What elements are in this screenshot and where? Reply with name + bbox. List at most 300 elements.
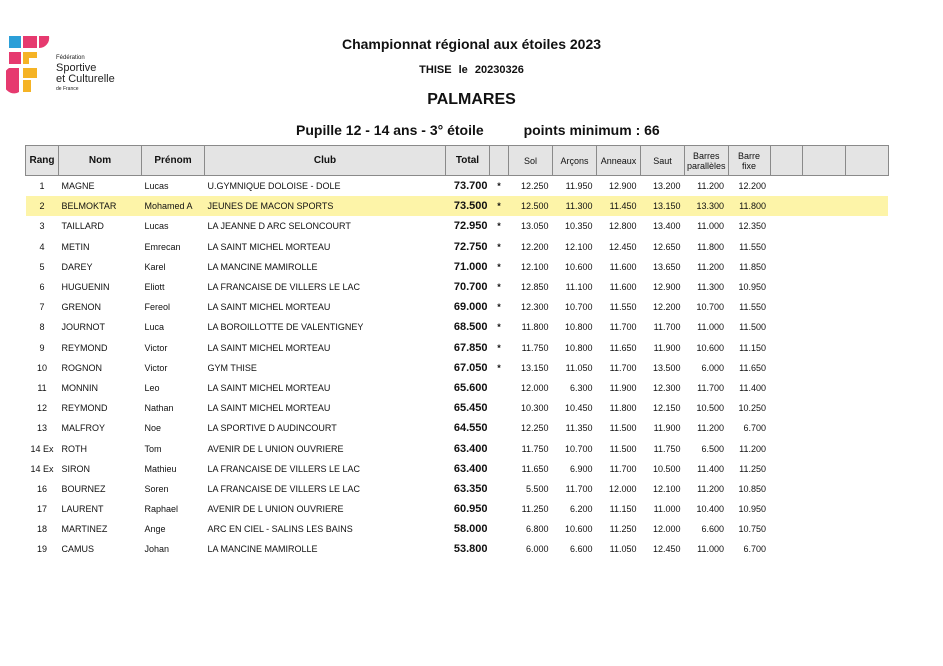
cell-empty (845, 418, 888, 438)
cell-empty (845, 237, 888, 257)
cell-saut: 11.900 (653, 423, 681, 434)
cell-arcons: 11.700 (565, 483, 593, 494)
cell-arcons: 11.050 (565, 362, 593, 373)
cell-empty (770, 317, 802, 337)
cell-barre-fixe: 10.950 (738, 504, 767, 515)
col-empty-3 (845, 146, 888, 176)
logo-line-4: de France (56, 86, 79, 92)
cell-sol: 12.200 (520, 241, 549, 252)
cell-saut: 11.900 (653, 342, 681, 353)
cell-total: 73.500 (446, 196, 490, 216)
cell-sol: 13.150 (520, 362, 549, 373)
cell-arcons: 11.350 (565, 423, 593, 434)
table-row (26, 358, 889, 378)
cell-empty (845, 338, 888, 358)
col-prenom: Prénom (142, 146, 205, 176)
logo-line-2: Sportive (56, 62, 97, 74)
cell-rang: 16 (36, 483, 47, 494)
cell-empty (845, 398, 888, 418)
table-row (26, 338, 889, 358)
cell-total: 73.700 (453, 180, 488, 193)
cell-arcons: 10.600 (564, 524, 593, 535)
cell-barre-fixe: 10.750 (738, 524, 767, 535)
cell-nom: METIN (61, 241, 90, 252)
cell-empty (845, 499, 888, 519)
cell-arcons: 11.300 (553, 196, 597, 216)
table-row (26, 499, 889, 519)
cell-empty (770, 216, 802, 236)
cell-nom: CAMUS (61, 544, 95, 555)
cell-sol: 11.750 (521, 342, 549, 353)
cell-arcons: 10.800 (564, 342, 593, 353)
cell-sol: 11.800 (521, 322, 549, 333)
cell-rang: 1 (39, 181, 45, 192)
cell-club: GYM THISE (207, 362, 257, 373)
col-barres-1: Barres (693, 150, 720, 161)
cell-saut: 11.700 (653, 322, 681, 333)
cell-empty (770, 499, 802, 519)
cell-club: LA FRANCAISE DE VILLERS LE LAC (207, 463, 361, 474)
cell-club: LA SAINT MICHEL MORTEAU (207, 382, 331, 393)
cell-sol: 6.800 (525, 524, 549, 535)
cell-rang: 14 Ex (30, 463, 54, 474)
cell-anneaux: 12.000 (608, 483, 637, 494)
cell-barre-fixe: 11.400 (739, 382, 767, 393)
cell-empty (845, 479, 888, 499)
cell-anneaux: 12.450 (608, 241, 637, 252)
cell-barres: 11.700 (697, 382, 725, 393)
cell-empty (802, 479, 845, 499)
cell-arcons: 10.450 (564, 403, 593, 414)
cell-empty (770, 459, 802, 479)
cell-rang: 12 (36, 403, 47, 414)
cell-star: * (490, 196, 509, 216)
cell-empty (845, 539, 888, 559)
cell-barres: 6.500 (701, 443, 725, 454)
cell-sol: 11.650 (521, 463, 549, 474)
minimum-points: points minimum : 66 (523, 122, 660, 138)
cell-star (490, 459, 509, 479)
cell-empty (802, 317, 845, 337)
cell-barres: 10.600 (696, 342, 725, 353)
col-sol: Sol (509, 146, 553, 176)
cell-anneaux: 11.550 (609, 302, 637, 313)
cell-saut: 12.000 (652, 524, 681, 535)
cell-nom: MALFROY (61, 423, 106, 434)
col-club: Club (205, 146, 446, 176)
cell-sol: 13.050 (520, 221, 549, 232)
cell-empty (770, 338, 802, 358)
cell-club: LA FRANCAISE DE VILLERS LE LAC (207, 483, 361, 494)
cell-club: LA BOROILLOTTE DE VALENTIGNEY (207, 322, 364, 333)
cell-barres: 11.300 (697, 282, 725, 293)
le-word: le (458, 64, 468, 76)
cell-barre-fixe: 11.250 (739, 463, 767, 474)
table-row (26, 257, 889, 277)
cell-total: 64.550 (453, 422, 488, 435)
cell-saut: 10.500 (652, 463, 681, 474)
cell-empty (770, 237, 802, 257)
place: THISE (419, 64, 452, 76)
cell-anneaux: 11.700 (609, 322, 637, 333)
cell-saut: 13.500 (652, 362, 681, 373)
cell-rang: 9 (39, 342, 45, 353)
cell-prenom: Lucas (144, 181, 169, 192)
col-star (490, 146, 509, 176)
cell-empty (845, 196, 888, 216)
cell-empty (845, 216, 888, 236)
cell-anneaux: 11.600 (609, 261, 637, 272)
cell-rang: 13 (36, 423, 47, 434)
cell-star: * (497, 181, 501, 192)
cell-prenom: Nathan (144, 403, 174, 414)
cell-empty (770, 438, 802, 458)
cell-barres: 10.500 (696, 403, 725, 414)
cell-empty (845, 176, 888, 197)
cell-prenom: Leo (144, 382, 160, 393)
cell-barre-fixe: 6.700 (743, 544, 767, 555)
cell-nom: SIRON (61, 463, 91, 474)
cell-rang: 6 (39, 282, 45, 293)
cell-rang: 2 (26, 196, 59, 216)
col-empty-2 (802, 146, 845, 176)
cell-anneaux: 11.800 (609, 403, 637, 414)
cell-arcons: 6.900 (569, 463, 593, 474)
cell-star (490, 519, 509, 539)
cell-club: LA JEANNE D ARC SELONCOURT (207, 221, 351, 232)
cell-empty (845, 438, 888, 458)
cell-prenom: Noe (144, 423, 162, 434)
cell-empty (845, 317, 888, 337)
cell-empty (802, 519, 845, 539)
cell-saut: 12.300 (652, 382, 681, 393)
cell-empty (802, 438, 845, 458)
cell-barres: 11.200 (697, 181, 725, 192)
cell-anneaux: 11.900 (609, 382, 637, 393)
cell-barre-fixe: 10.250 (738, 403, 767, 414)
cell-club: LA FRANCAISE DE VILLERS LE LAC (207, 282, 361, 293)
cell-prenom: Fereol (144, 302, 171, 313)
cell-total: 68.500 (453, 321, 488, 334)
cell-anneaux: 11.700 (609, 463, 637, 474)
results-table (25, 145, 889, 560)
cell-barre-fixe: 12.350 (738, 221, 767, 232)
cell-star: * (497, 302, 501, 313)
cell-total: 72.750 (453, 240, 488, 253)
cell-club: LA SAINT MICHEL MORTEAU (207, 342, 331, 353)
cell-total: 70.700 (453, 281, 488, 294)
cell-saut: 13.650 (652, 261, 681, 272)
cell-arcons: 6.600 (569, 544, 593, 555)
cell-empty (802, 216, 845, 236)
cell-nom: LAURENT (61, 504, 104, 515)
cell-barre-fixe: 11.800 (728, 196, 770, 216)
cell-barres: 11.000 (697, 221, 725, 232)
cell-total: 65.450 (453, 402, 488, 415)
table-row (26, 459, 889, 479)
cell-arcons: 10.600 (564, 261, 593, 272)
cell-star (490, 418, 509, 438)
cell-barre-fixe: 11.550 (739, 302, 767, 313)
cell-empty (845, 358, 888, 378)
col-barres-2: parallèles (687, 160, 726, 171)
cell-empty (802, 378, 845, 398)
cell-barre-fixe: 10.850 (738, 483, 767, 494)
cell-arcons: 6.300 (569, 382, 593, 393)
cell-nom: BELMOKTAR (59, 196, 142, 216)
cell-barres: 6.000 (701, 362, 725, 373)
cell-prenom: Luca (144, 322, 165, 333)
cell-nom: REYMOND (61, 342, 108, 353)
cell-star (490, 378, 509, 398)
cell-total: 58.000 (453, 523, 488, 536)
cell-club: LA SAINT MICHEL MORTEAU (207, 302, 331, 313)
cell-barres: 6.600 (701, 524, 725, 535)
cell-sol: 12.000 (520, 382, 549, 393)
cell-sol: 12.250 (520, 423, 549, 434)
col-empty-1 (770, 146, 802, 176)
cell-barre-fixe: 10.950 (738, 282, 767, 293)
cell-barres: 10.400 (696, 504, 725, 515)
cell-total: 63.400 (453, 462, 488, 475)
cell-prenom: Ange (144, 524, 166, 535)
cell-saut: 11.000 (653, 504, 681, 515)
cell-saut: 13.150 (641, 196, 685, 216)
cell-sol: 12.250 (520, 181, 549, 192)
cell-empty (770, 257, 802, 277)
cell-arcons: 10.700 (564, 443, 593, 454)
cell-rang: 18 (36, 524, 47, 535)
cell-barre-fixe: 11.200 (739, 443, 767, 454)
cell-empty (802, 297, 845, 317)
cell-star: * (497, 221, 501, 232)
cell-prenom: Mohamed A (142, 196, 205, 216)
cell-arcons: 11.950 (565, 181, 593, 192)
cell-arcons: 10.700 (564, 302, 593, 313)
table-row (26, 438, 889, 458)
cell-sol: 12.300 (520, 302, 549, 313)
cell-empty (802, 539, 845, 559)
cell-sol: 12.500 (509, 196, 553, 216)
cell-sol: 12.850 (520, 282, 549, 293)
cell-barres: 11.200 (697, 261, 725, 272)
cell-empty (770, 519, 802, 539)
cell-empty (770, 176, 802, 197)
cell-rang: 8 (39, 322, 45, 333)
cell-star: * (497, 342, 501, 353)
cell-barres: 11.000 (697, 322, 725, 333)
cell-nom: BOURNEZ (61, 483, 106, 494)
table-row (26, 317, 889, 337)
cell-empty (770, 479, 802, 499)
cell-barres: 11.200 (697, 483, 725, 494)
cell-club: ARC EN CIEL - SALINS LES BAINS (207, 524, 353, 535)
cell-nom: GRENON (61, 302, 102, 313)
col-anneaux: Anneaux (597, 146, 641, 176)
table-row (26, 216, 889, 236)
cell-rang: 17 (36, 504, 47, 515)
section-title: PALMARES (427, 91, 516, 108)
cell-nom: DAREY (61, 261, 93, 272)
cell-club: LA MANCINE MAMIROLLE (207, 261, 318, 272)
cell-prenom: Emrecan (144, 241, 181, 252)
cell-empty (802, 459, 845, 479)
category: Pupille 12 - 14 ans - 3° étoile (296, 122, 484, 138)
cell-total: 65.600 (453, 381, 488, 394)
cell-total: 60.950 (453, 503, 488, 516)
cell-arcons: 11.100 (565, 282, 593, 293)
cell-prenom: Victor (144, 362, 168, 373)
col-arcons: Arçons (553, 146, 597, 176)
cell-empty (845, 519, 888, 539)
cell-empty (802, 358, 845, 378)
cell-total: 67.050 (453, 361, 488, 374)
cell-sol: 6.000 (525, 544, 549, 555)
cell-barres: 11.200 (697, 423, 725, 434)
logo-line-3: et Culturelle (56, 73, 115, 85)
date: 20230326 (474, 64, 524, 76)
cell-sol: 10.300 (520, 403, 549, 414)
cell-barre-fixe: 11.850 (739, 261, 767, 272)
table-row (26, 378, 889, 398)
cell-empty (802, 499, 845, 519)
cell-saut: 11.750 (653, 443, 681, 454)
cell-barres: 10.700 (696, 302, 725, 313)
cell-anneaux: 11.500 (609, 423, 637, 434)
cell-empty (802, 277, 845, 297)
cell-empty (770, 277, 802, 297)
cell-total: 53.800 (453, 543, 488, 556)
cell-prenom: Tom (144, 443, 162, 454)
cell-prenom: Johan (144, 544, 170, 555)
cell-empty (845, 297, 888, 317)
cell-anneaux: 11.500 (609, 443, 637, 454)
cell-prenom: Eliott (144, 282, 165, 293)
table-row (26, 297, 889, 317)
cell-sol: 11.250 (521, 504, 549, 515)
cell-total: 71.000 (453, 260, 488, 273)
table-row (26, 398, 889, 418)
cell-empty (770, 418, 802, 438)
cell-anneaux: 11.600 (609, 282, 637, 293)
col-barres (685, 146, 729, 176)
table-row (26, 539, 889, 559)
cell-total: 63.350 (453, 482, 488, 495)
cell-empty (845, 459, 888, 479)
cell-star (490, 539, 509, 559)
document-title: Championnat régional aux étoiles 2023 (341, 36, 602, 52)
cell-arcons: 10.350 (564, 221, 593, 232)
cell-nom: MARTINEZ (61, 524, 108, 535)
place-date (0, 64, 943, 76)
col-rang: Rang (26, 146, 59, 176)
cell-star: * (497, 261, 501, 272)
cell-rang: 4 (39, 241, 45, 252)
table-header (26, 146, 889, 176)
cell-empty (802, 418, 845, 438)
cell-barres: 13.300 (685, 196, 729, 216)
cell-club: JEUNES DE MACON SPORTS (205, 196, 446, 216)
cell-sol: 5.500 (525, 483, 549, 494)
cell-rang: 11 (37, 382, 47, 393)
cell-empty (770, 297, 802, 317)
cell-rang: 7 (39, 302, 45, 313)
cell-club: LA SPORTIVE D AUDINCOURT (207, 423, 337, 434)
cell-barres: 11.400 (697, 463, 725, 474)
cell-club: LA SAINT MICHEL MORTEAU (207, 403, 331, 414)
col-saut: Saut (641, 146, 685, 176)
cell-saut: 12.450 (652, 544, 681, 555)
col-total: Total (446, 146, 490, 176)
cell-club: AVENIR DE L UNION OUVRIERE (207, 443, 344, 454)
cell-club: LA MANCINE MAMIROLLE (207, 544, 318, 555)
cell-barres: 11.800 (697, 241, 725, 252)
cell-anneaux: 11.450 (597, 196, 641, 216)
cell-star (490, 398, 509, 418)
cell-anneaux: 11.650 (609, 342, 637, 353)
table-row (26, 237, 889, 257)
cell-empty (770, 539, 802, 559)
cell-star: * (497, 241, 501, 252)
table-row (26, 519, 889, 539)
cell-rang: 14 Ex (30, 443, 54, 454)
cell-anneaux: 11.250 (609, 524, 637, 535)
cell-empty (770, 378, 802, 398)
cell-anneaux: 11.150 (609, 504, 637, 515)
table-row (26, 196, 889, 216)
category-line (296, 122, 660, 138)
cell-empty (770, 196, 802, 216)
cell-saut: 13.200 (652, 181, 681, 192)
cell-anneaux: 12.900 (608, 181, 637, 192)
cell-nom: ROTH (61, 443, 87, 454)
cell-star (490, 438, 509, 458)
cell-star: * (497, 322, 501, 333)
cell-empty (845, 277, 888, 297)
cell-anneaux: 12.800 (608, 221, 637, 232)
cell-rang: 5 (39, 261, 45, 272)
cell-total: 72.950 (453, 220, 488, 233)
cell-total: 67.850 (453, 341, 488, 354)
cell-star (490, 499, 509, 519)
table-row (26, 418, 889, 438)
cell-saut: 12.200 (652, 302, 681, 313)
cell-empty (802, 196, 845, 216)
table-row (26, 277, 889, 297)
cell-saut: 13.400 (652, 221, 681, 232)
cell-barre-fixe: 11.500 (739, 322, 767, 333)
cell-barres: 11.000 (697, 544, 725, 555)
cell-sol: 12.100 (520, 261, 549, 272)
col-barre-fixe: Barre fixe (728, 146, 770, 176)
cell-prenom: Soren (144, 483, 169, 494)
cell-barre-fixe: 11.150 (739, 342, 767, 353)
cell-empty (802, 398, 845, 418)
cell-anneaux: 11.050 (609, 544, 637, 555)
col-nom: Nom (59, 146, 142, 176)
cell-rang: 3 (39, 221, 45, 232)
cell-barre-fixe: 11.650 (739, 362, 767, 373)
cell-barre-fixe: 6.700 (743, 423, 767, 434)
cell-empty (802, 257, 845, 277)
cell-prenom: Mathieu (144, 463, 177, 474)
cell-anneaux: 11.700 (609, 362, 637, 373)
cell-total: 63.400 (453, 442, 488, 455)
cell-nom: HUGUENIN (61, 282, 110, 293)
cell-arcons: 6.200 (569, 504, 593, 515)
cell-nom: TAILLARD (61, 221, 104, 232)
cell-empty (770, 358, 802, 378)
